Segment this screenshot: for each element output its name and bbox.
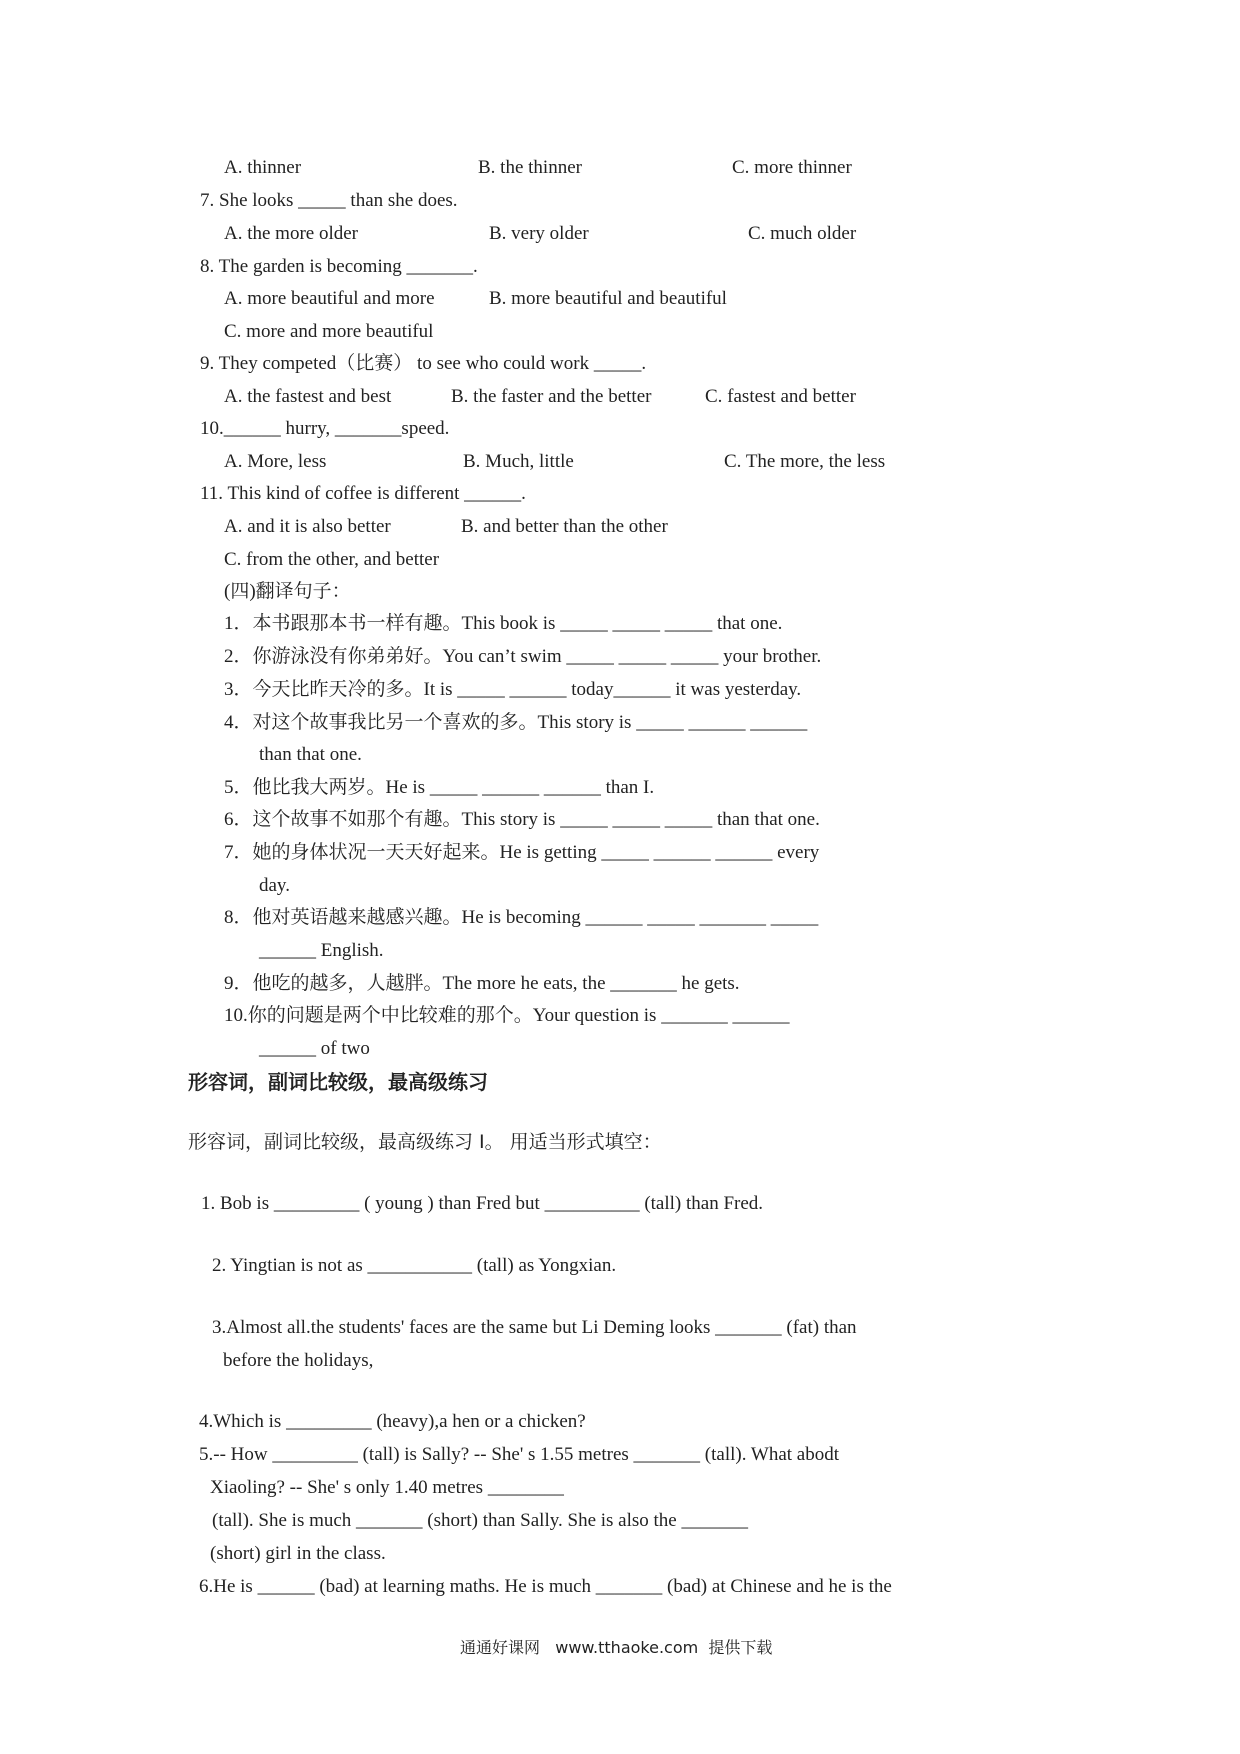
- fill-item: 1. Bob is _________ ( young ) than Fred but __________ (tall) than Fred.: [201, 1193, 764, 1214]
- q10-stem: 10.______ hurry, _______speed.: [200, 418, 450, 439]
- fill-item: 3.Almost all.the students' faces are the same but Li Deming looks _______ (fat) than: [212, 1317, 857, 1338]
- fill-item: 2. Yingtian is not as ___________ (tall) as Yongxian.: [212, 1255, 617, 1276]
- fill-item-continued: Xiaoling? -- She' s only 1.40 metres ________: [210, 1477, 564, 1498]
- q11-option-a: A. and it is also better: [224, 516, 391, 537]
- q7-stem: 7. She looks _____ than she does.: [200, 190, 458, 211]
- q8-option-c: C. more and more beautiful: [224, 321, 434, 342]
- fill-item-continued: before the holidays,: [223, 1350, 374, 1371]
- q6-option-c: C. more thinner: [732, 157, 852, 178]
- q8-option-b: B. more beautiful and beautiful: [489, 288, 727, 309]
- translate-item: 9．他吃的越多，人越胖。The more he eats, the _______ he gets.: [224, 973, 740, 994]
- section-heading: 形容词，副词比较级，最高级练习: [188, 1070, 488, 1094]
- q10-option-a: A. More, less: [224, 451, 327, 472]
- translate-item: 5．他比我大两岁。He is _____ ______ ______ than I.: [224, 777, 655, 798]
- translate-item-continued: ______ English.: [259, 940, 384, 961]
- fill-item-continued: (tall). She is much _______ (short) than Sally. She is also the _______: [212, 1510, 748, 1531]
- translate-item: 1．本书跟那本书一样有趣。This book is _____ _____ _____ that one.: [224, 613, 783, 634]
- translate-item-continued: ______ of two: [259, 1038, 370, 1059]
- translate-item: 7．她的身体状况一天天好起来。He is getting _____ ______ ______ every: [224, 842, 820, 863]
- q8-option-a: A. more beautiful and more: [224, 288, 435, 309]
- q11-stem: 11. This kind of coffee is different ______.: [200, 483, 526, 504]
- translate-item: 8．他对英语越来越感兴趣。He is becoming ______ _____ _______ _____: [224, 907, 819, 928]
- q7-option-b: B. very older: [489, 223, 589, 244]
- q7-option-c: C. much older: [748, 223, 857, 244]
- q9-stem: 9. They competed（比赛） to see who could work _____.: [200, 353, 647, 374]
- q10-option-b: B. Much, little: [463, 451, 574, 472]
- q11-option-c: C. from the other, and better: [224, 549, 440, 570]
- q8-stem: 8. The garden is becoming _______.: [200, 256, 478, 277]
- q9-option-c: C. fastest and better: [705, 386, 856, 407]
- section-subheading: 形容词，副词比较级，最高级练习 I。 用适当形式填空：: [188, 1131, 662, 1153]
- page-footer: 通通好课网 www.tthaoke.com 提供下载: [460, 1638, 773, 1657]
- q11-option-b: B. and better than the other: [461, 516, 668, 537]
- fill-item: 4.Which is _________ (heavy),a hen or a chicken?: [199, 1411, 586, 1432]
- fill-item: 5.-- How _________ (tall) is Sally? -- She' s 1.55 metres _______ (tall). What abodt: [199, 1444, 839, 1465]
- translate-item: 3．今天比昨天冷的多。It is _____ ______ today______ it was yesterday.: [224, 679, 802, 700]
- fill-item-continued: (short) girl in the class.: [210, 1543, 386, 1564]
- q9-option-a: A. the fastest and best: [224, 386, 392, 407]
- fill-item: 6.He is ______ (bad) at learning maths. He is much _______ (bad) at Chinese and he is the: [199, 1576, 892, 1597]
- q6-option-a: A. thinner: [224, 157, 302, 178]
- translate-item: 10.你的问题是两个中比较难的那个。Your question is _______ ______: [224, 1005, 790, 1026]
- translate-item-continued: than that one.: [259, 744, 362, 765]
- q9-option-b: B. the faster and the better: [451, 386, 652, 407]
- q6-option-b: B. the thinner: [478, 157, 582, 178]
- translate-item: 4．对这个故事我比另一个喜欢的多。This story is _____ ______ ______: [224, 712, 808, 733]
- translate-item-continued: day.: [259, 875, 290, 896]
- translate-item: 6．这个故事不如那个有趣。This story is _____ _____ _____ than that one.: [224, 809, 820, 830]
- translate-item: 2．你游泳没有你弟弟好。You can’t swim _____ _____ _____ your brother.: [224, 646, 822, 667]
- q10-option-c: C. The more, the less: [724, 451, 886, 472]
- q7-option-a: A. the more older: [224, 223, 359, 244]
- translate-title: (四)翻译句子：: [224, 581, 351, 602]
